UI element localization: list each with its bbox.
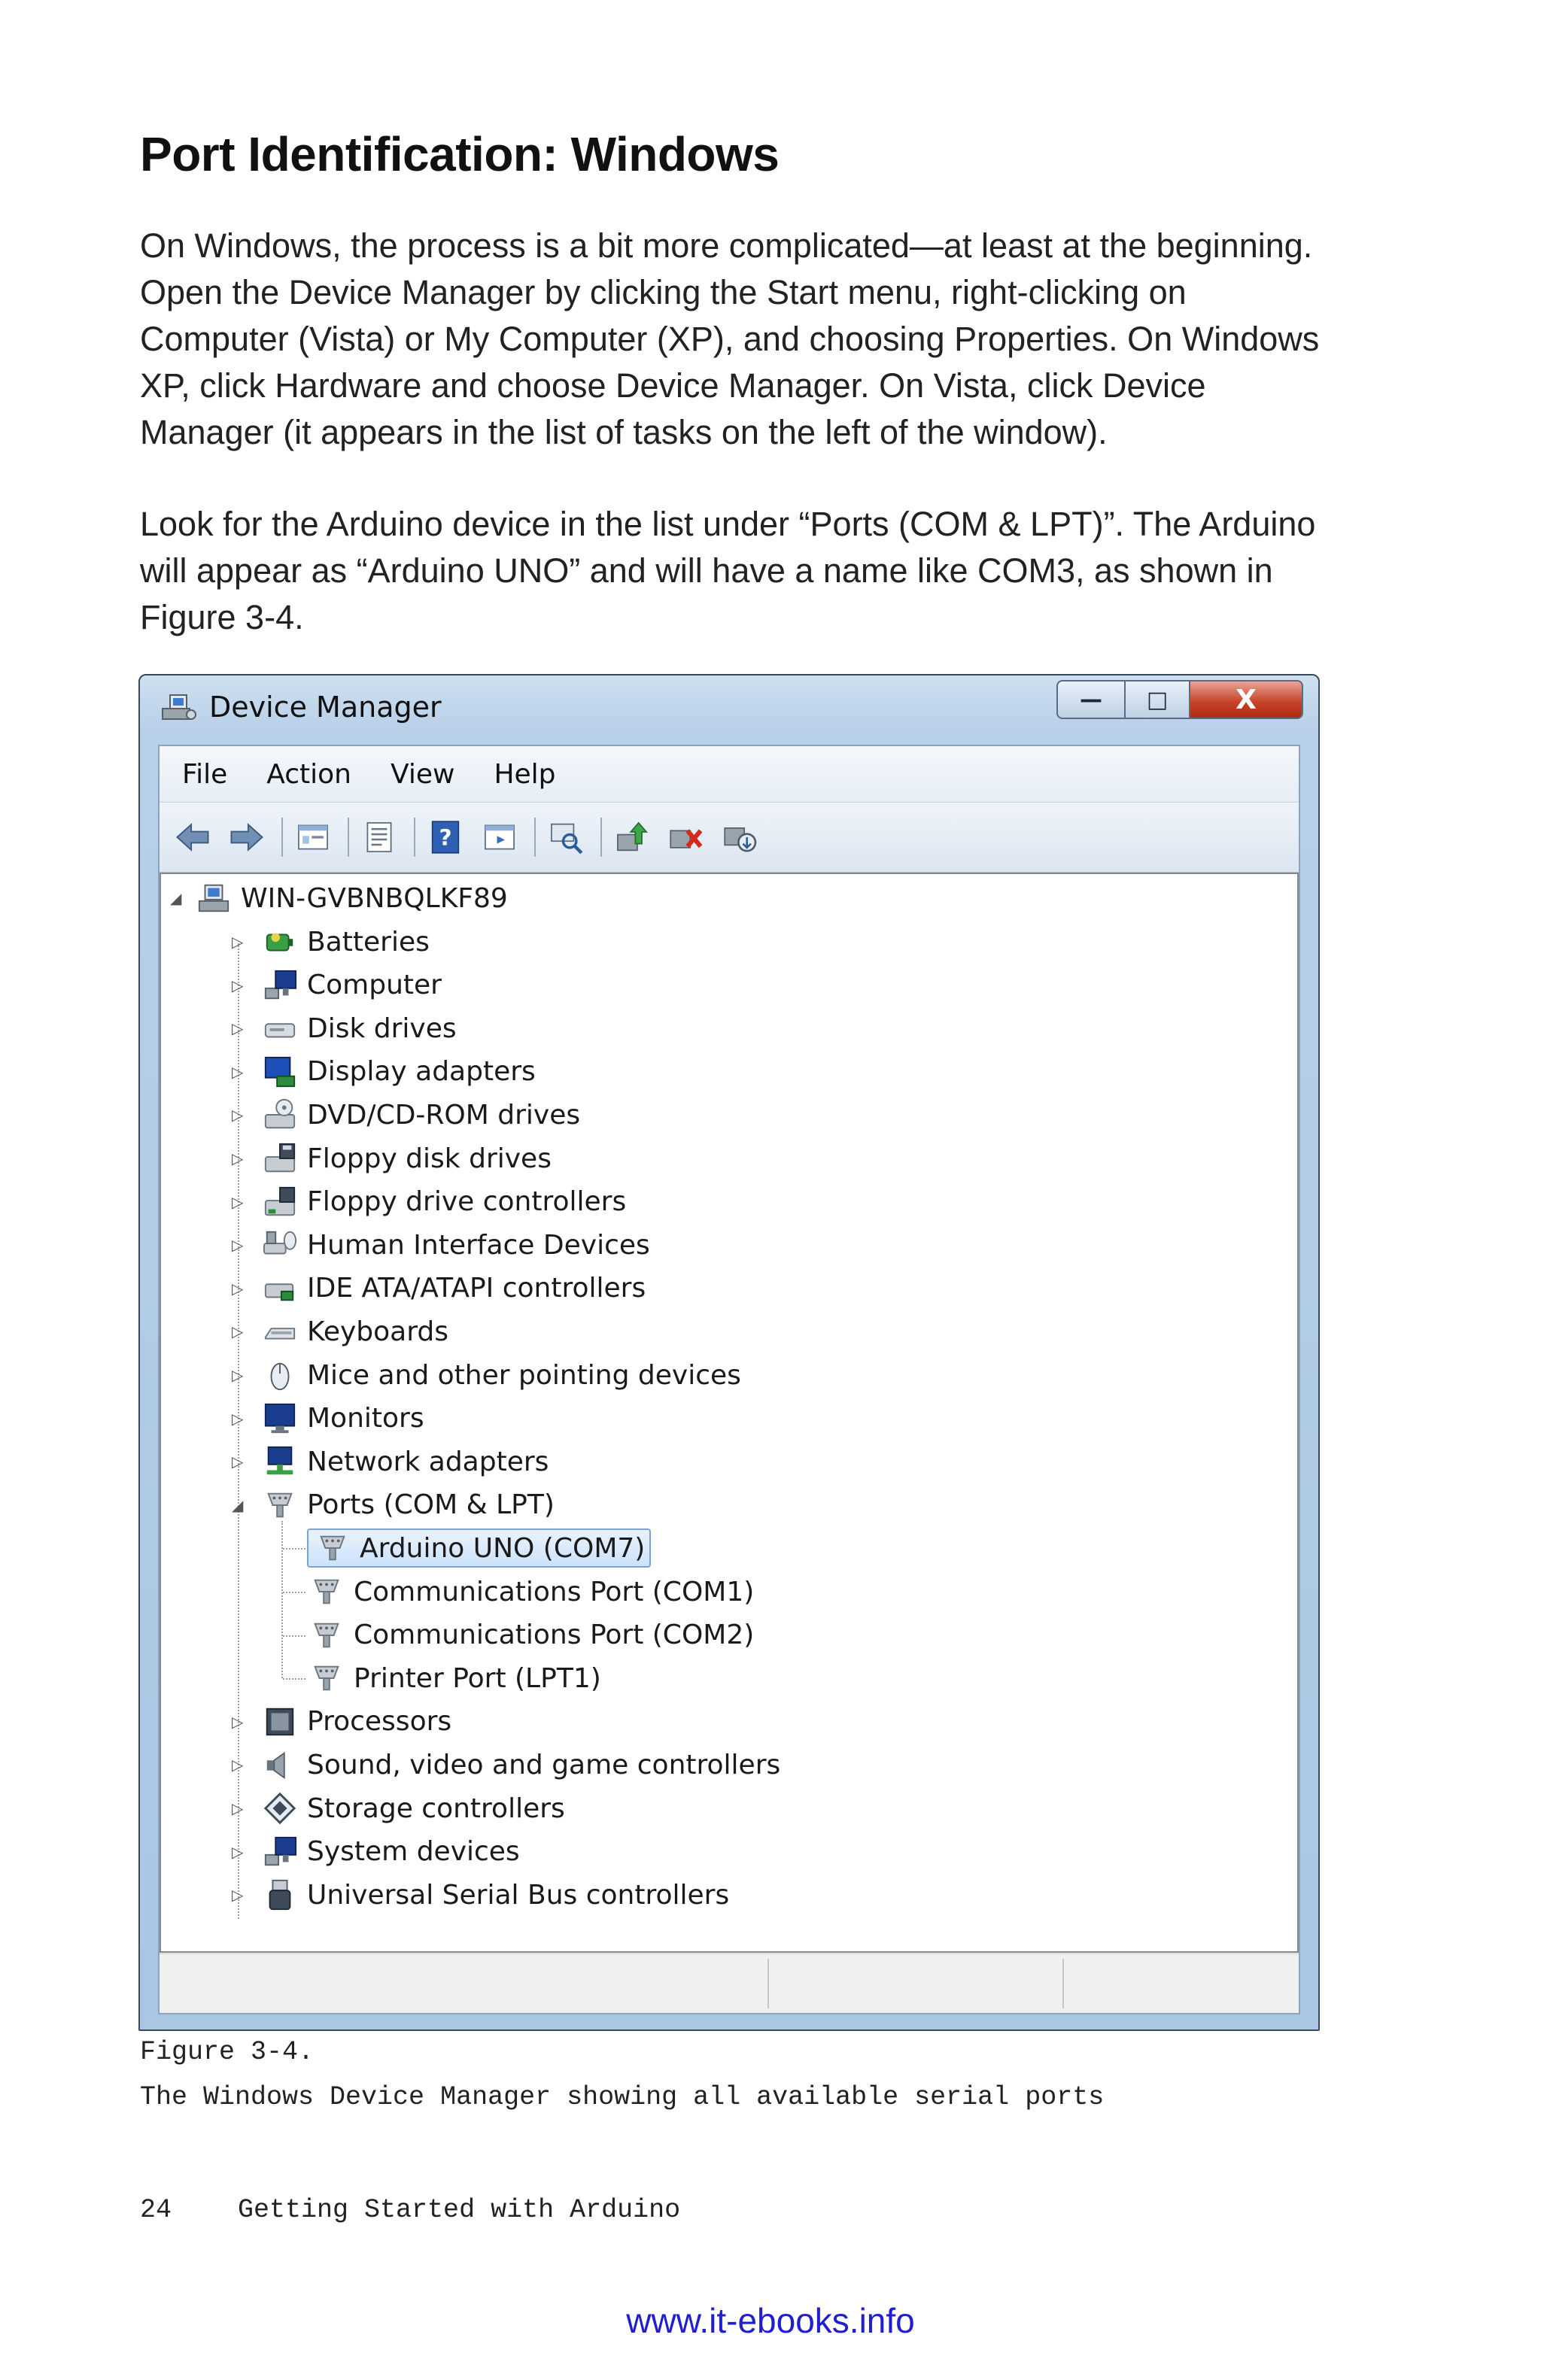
tree-category-label: Floppy disk drives [307,1143,552,1174]
port-label: Arduino UNO (COM7) [360,1532,646,1564]
tree-category[interactable] [260,1831,520,1873]
tree-category-label: DVD/CD-ROM drives [307,1099,581,1131]
port-icon [307,1660,346,1696]
tree-connector [283,1678,305,1680]
tree-category-label: Floppy drive controllers [307,1186,627,1218]
window-title: Device Manager [209,691,442,724]
computer-root-icon [194,880,233,916]
mouse-icon [260,1357,299,1393]
tree-category[interactable] [260,921,430,963]
tree-category[interactable] [260,1787,565,1829]
menu-action[interactable]: Action [266,758,351,790]
port-entry[interactable] [307,1574,754,1610]
tree-category-label: IDE ATA/ATAPI controllers [307,1273,646,1304]
port-label: Communications Port (COM2) [354,1620,755,1651]
tree-category-label: Batteries [307,926,430,958]
port-icon [307,1574,346,1610]
expand-arrow-icon[interactable]: ▷ [232,1106,244,1125]
window-controls [1056,680,1303,722]
monitor-icon [260,1401,299,1437]
collapse-arrow-icon[interactable]: ◢ [232,1495,244,1514]
expand-arrow-icon[interactable]: ▷ [232,1842,244,1861]
tree-connector [283,1548,305,1550]
toolbar-separator [414,818,415,857]
selected-port[interactable] [307,1528,651,1568]
expand-arrow-icon[interactable]: ▷ [232,1409,244,1428]
port-label: Communications Port (COM1) [354,1576,755,1607]
toolbar-separator [600,818,602,857]
device-manager-icon [160,692,199,722]
tree-category[interactable] [260,1440,549,1483]
tree-category-label: Monitors [307,1403,424,1434]
expand-arrow-icon[interactable]: ▷ [232,1799,244,1817]
expand-arrow-icon[interactable]: ▷ [232,933,244,951]
disk-drive-icon [260,1010,299,1046]
tree-category[interactable] [260,1310,448,1352]
expand-arrow-icon[interactable]: ▷ [232,1322,244,1341]
expand-arrow-icon[interactable]: ▷ [232,1019,244,1038]
window-client-area [158,745,1300,2014]
computer-icon [260,967,299,1003]
tree-category[interactable] [260,1224,650,1266]
maximize-button[interactable]: □ [1126,680,1190,719]
hid-icon [260,1227,299,1263]
toolbar [160,803,1299,873]
properties-window-icon[interactable] [290,815,336,860]
minimize-button[interactable]: — [1056,680,1126,719]
tree-category[interactable] [260,1051,536,1093]
watermark-link[interactable]: www.it-ebooks.info [626,2301,915,2340]
instruction-paragraph: Look for the Arduino device in the list under “Ports (COM & LPT)”. The Arduino will appear as “Arduino UNO” and will have a name like COM3, as shown in Figure 3-4. [140,505,1316,636]
menu-view[interactable]: View [391,758,455,790]
status-bar [160,1953,1299,2013]
expand-arrow-icon[interactable]: ▷ [232,1366,244,1384]
tree-category[interactable] [260,1398,424,1440]
sound-icon [260,1747,299,1783]
tree-category[interactable] [260,1137,552,1179]
update-driver-icon[interactable] [609,815,655,860]
tree-root-label: WIN-GVBNBQLKF89 [241,882,508,914]
floppy-controller-icon [260,1184,299,1220]
figure-caption: The Windows Device Manager showing all available serial ports [140,2082,1105,2112]
tree-root[interactable] [170,877,508,919]
toolbar-separator [281,818,283,857]
expand-arrow-icon[interactable]: ▷ [232,976,244,994]
title-bar[interactable] [140,675,1318,737]
svg-text:?: ? [439,824,452,851]
network-adapter-icon [260,1443,299,1480]
menu-bar [160,746,1299,803]
tree-category[interactable] [260,1744,780,1786]
menu-help[interactable]: Help [494,758,556,790]
forward-arrow-icon[interactable] [224,815,269,860]
figure-label: Figure 3-4. [140,2037,315,2067]
tree-category-label: Network adapters [307,1446,549,1477]
details-list-icon[interactable] [357,815,402,860]
expand-arrow-icon[interactable]: ▷ [232,1279,244,1298]
toolbar-separator [348,818,349,857]
tree-category-label: Processors [307,1706,452,1738]
page-number: 24 [140,2195,172,2225]
expand-arrow-icon[interactable]: ▷ [232,1886,244,1905]
tree-category-label: Universal Serial Bus controllers [307,1879,730,1911]
tree-category[interactable] [260,1484,555,1526]
tree-category[interactable] [260,1701,451,1743]
display-adapter-icon [260,1054,299,1090]
port-item[interactable] [307,1571,754,1613]
tree-category-label: Computer [307,970,442,1001]
back-arrow-icon[interactable] [170,815,215,860]
page-title: Port Identification: Windows [140,127,780,181]
port-icon [307,1617,346,1653]
expand-arrow-icon[interactable]: ▷ [232,1712,244,1731]
disable-icon[interactable] [718,815,763,860]
menu-file[interactable]: File [182,758,228,790]
status-divider [1062,1959,1064,2008]
port-label: Printer Port (LPT1) [354,1662,601,1694]
tree-category[interactable] [260,964,442,1006]
device-tree[interactable] [160,873,1299,1953]
run-window-icon[interactable] [477,815,522,860]
tree-category[interactable] [260,1874,729,1916]
tree-connector [283,1592,305,1593]
tree-category[interactable] [260,1181,626,1223]
collapse-arrow-icon[interactable]: ◢ [170,889,182,907]
port-item[interactable] [307,1527,651,1569]
processor-icon [260,1704,299,1740]
status-divider [767,1959,769,2008]
port-item[interactable] [307,1657,601,1699]
page-footer [140,2195,680,2225]
tree-connector [283,1635,305,1637]
expand-arrow-icon[interactable]: ▷ [232,1192,244,1211]
battery-icon [260,924,299,960]
toolbar-separator [534,818,536,857]
system-devices-icon [260,1834,299,1870]
scan-hardware-icon[interactable] [543,815,588,860]
tree-category-label: Mice and other pointing devices [307,1359,741,1391]
tree-category-label: Keyboards [307,1316,448,1347]
tree-category-label: Human Interface Devices [307,1229,650,1261]
device-manager-window [138,674,1320,2031]
floppy-drive-icon [260,1140,299,1176]
close-button[interactable]: X [1190,680,1303,719]
intro-paragraph: On Windows, the process is a bit more complicated—at least at the beginning. Open the Device Manager by clicking the Start menu, right-clicking on Computer (Vista) or My Computer (XP), and choosing Properties. On Windows XP, click Hardware and choose Device Manager. On Vista, click Device Manager (it appears in the list of tasks on the left of the window). [140,226,1320,451]
expand-arrow-icon[interactable]: ▷ [232,1236,244,1255]
help-icon[interactable] [423,815,468,860]
tree-category[interactable] [260,1007,457,1049]
port-icon [313,1530,352,1566]
tree-category-label: System devices [307,1836,520,1868]
expand-arrow-icon[interactable]: ▷ [232,1149,244,1167]
tree-category[interactable] [260,1354,741,1396]
dvd-drive-icon [260,1097,299,1133]
keyboard-icon [260,1313,299,1349]
port-icon [260,1487,299,1523]
storage-controller-icon [260,1790,299,1826]
port-entry[interactable] [307,1660,601,1696]
tree-category[interactable] [260,1094,580,1136]
tree-category[interactable] [260,1267,646,1310]
port-item[interactable] [307,1614,754,1656]
port-entry[interactable] [307,1617,754,1653]
tree-category-label: Disk drives [307,1012,457,1044]
expand-arrow-icon[interactable]: ▷ [232,1062,244,1081]
tree-category-label: Sound, video and game controllers [307,1749,781,1780]
tree-category-label: Storage controllers [307,1793,565,1824]
tree-connector [281,1521,283,1678]
uninstall-icon[interactable] [664,815,709,860]
tree-category-label: Ports (COM & LPT) [307,1489,555,1521]
expand-arrow-icon[interactable]: ▷ [232,1756,244,1774]
tree-category-label: Display adapters [307,1056,536,1088]
expand-arrow-icon[interactable]: ▷ [232,1453,244,1471]
ide-controller-icon [260,1270,299,1307]
book-title: Getting Started with Arduino [238,2195,681,2225]
usb-icon [260,1877,299,1913]
